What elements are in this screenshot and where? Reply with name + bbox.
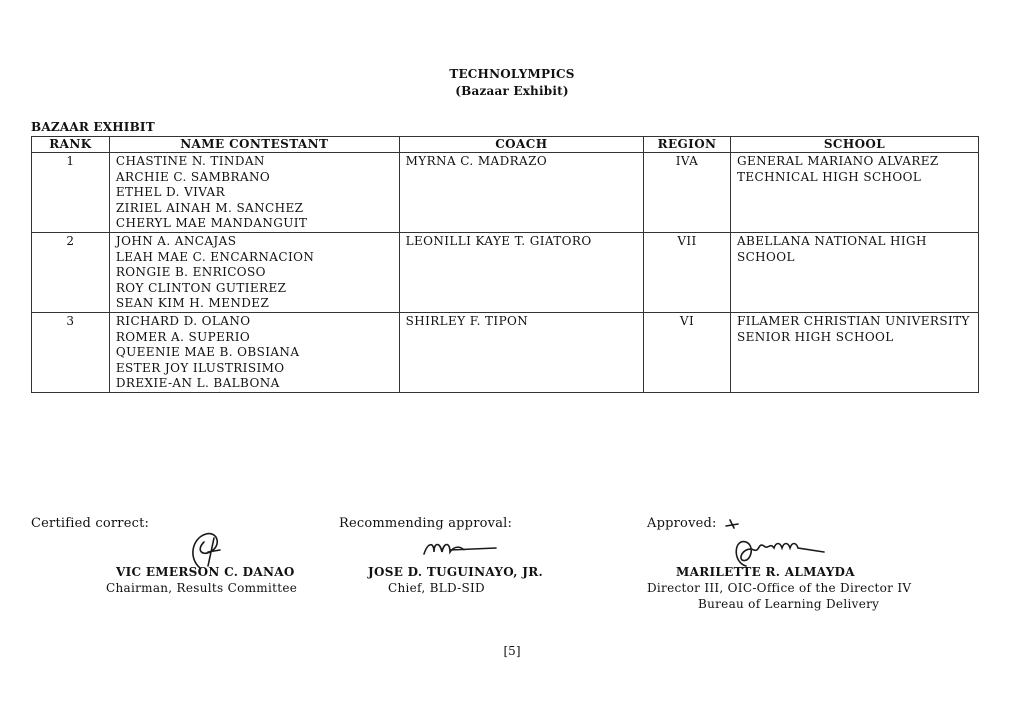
- contestant-name: RONGIE B. ENRICOSO: [115, 265, 266, 280]
- document-subtitle: (Bazaar Exhibit): [455, 84, 569, 98]
- contestant-name: JOHN A. ANCAJAS: [115, 233, 237, 248]
- school-cell: [730, 232, 978, 312]
- rank-cell: 3: [32, 312, 110, 392]
- signatory-name: VIC EMERSON C. DANAO: [116, 565, 295, 579]
- results-table: [31, 136, 979, 393]
- school-name-line: SCHOOL: [736, 249, 795, 264]
- region-cell: VI: [644, 312, 731, 392]
- rank-cell: 2: [32, 232, 110, 312]
- region-cell: VII: [644, 232, 731, 312]
- signatory-caption: Recommending approval:: [339, 516, 513, 531]
- school-cell: [730, 153, 978, 233]
- coach-cell: LEONILLI KAYE T. GIATORO: [399, 232, 643, 312]
- table-header-row: [32, 137, 979, 153]
- coach-cell: SHIRLEY F. TIPON: [399, 312, 643, 392]
- contestant-name: ROMER A. SUPERIO: [115, 329, 251, 344]
- column-header-coach: COACH: [399, 137, 643, 153]
- school-name-line: FILAMER CHRISTIAN UNIVERSITY: [736, 313, 970, 328]
- signatory-name: MARILETTE R. ALMAYDA: [676, 565, 855, 579]
- contestant-name: LEAH MAE C. ENCARNACION: [115, 249, 315, 264]
- contestants-cell: [109, 312, 399, 392]
- contestant-name: SEAN KIM H. MENDEZ: [115, 296, 270, 311]
- signatory-certified: [31, 516, 149, 531]
- contestant-name: ESTER JOY ILUSTRISIMO: [115, 360, 285, 375]
- school-name-line: GENERAL MARIANO ALVAREZ: [736, 154, 939, 168]
- coach-cell: MYRNA C. MADRAZO: [399, 153, 643, 233]
- table-row: [32, 153, 979, 233]
- contestant-name: ETHEL D. VIVAR: [115, 185, 226, 200]
- signatory-caption: Approved:: [647, 516, 717, 531]
- signatory-role: Chairman, Results Committee: [106, 581, 298, 595]
- page-number: [5]: [503, 644, 521, 658]
- contestant-name: CHASTINE N. TINDAN: [115, 154, 265, 168]
- contestant-name: ZIRIEL AINAH M. SANCHEZ: [115, 200, 304, 215]
- contestants-cell: [109, 232, 399, 312]
- signatory-caption: Certified correct:: [31, 516, 150, 531]
- signatory-role: Director III, OIC-Office of the Director IV: [647, 581, 912, 595]
- contestant-name: DREXIE-AN L. BALBONA: [115, 376, 280, 391]
- signatory-recommending: [339, 516, 512, 531]
- region-cell: IVA: [644, 153, 731, 233]
- signatory-role: Chief, BLD-SID: [388, 581, 485, 595]
- signatory-name: JOSE D. TUGUINAYO, JR.: [368, 565, 543, 579]
- school-name-line: SENIOR HIGH SCHOOL: [736, 329, 894, 344]
- column-header-region: REGION: [644, 137, 731, 153]
- contestant-name: ROY CLINTON GUTIEREZ: [115, 280, 287, 295]
- column-header-rank: RANK: [32, 137, 110, 153]
- signatory-approved: [647, 516, 717, 531]
- table-row: [32, 312, 979, 392]
- signatory-role: Bureau of Learning Delivery: [698, 597, 880, 611]
- document-title-block: [0, 66, 1024, 100]
- contestant-name: CHERYL MAE MANDANGUIT: [115, 216, 308, 231]
- contestant-name: QUEENIE MAE B. OBSIANA: [115, 345, 300, 360]
- column-header-name-contestant: NAME CONTESTANT: [109, 137, 399, 153]
- contestant-name: RICHARD D. OLANO: [115, 313, 251, 328]
- signature-almayda: [716, 516, 828, 572]
- contestants-cell: [109, 153, 399, 233]
- school-name-line: ABELLANA NATIONAL HIGH: [736, 233, 927, 248]
- table-row: [32, 232, 979, 312]
- contestant-name: ARCHIE C. SAMBRANO: [115, 169, 271, 184]
- column-header-school: SCHOOL: [730, 137, 978, 153]
- rank-cell: 1: [32, 153, 110, 233]
- section-label: BAZAAR EXHIBIT: [31, 120, 155, 134]
- school-cell: [730, 312, 978, 392]
- school-name-line: TECHNICAL HIGH SCHOOL: [736, 169, 922, 184]
- document-title: TECHNOLYMPICS: [449, 67, 575, 81]
- signature-tuguinayo: [420, 536, 500, 564]
